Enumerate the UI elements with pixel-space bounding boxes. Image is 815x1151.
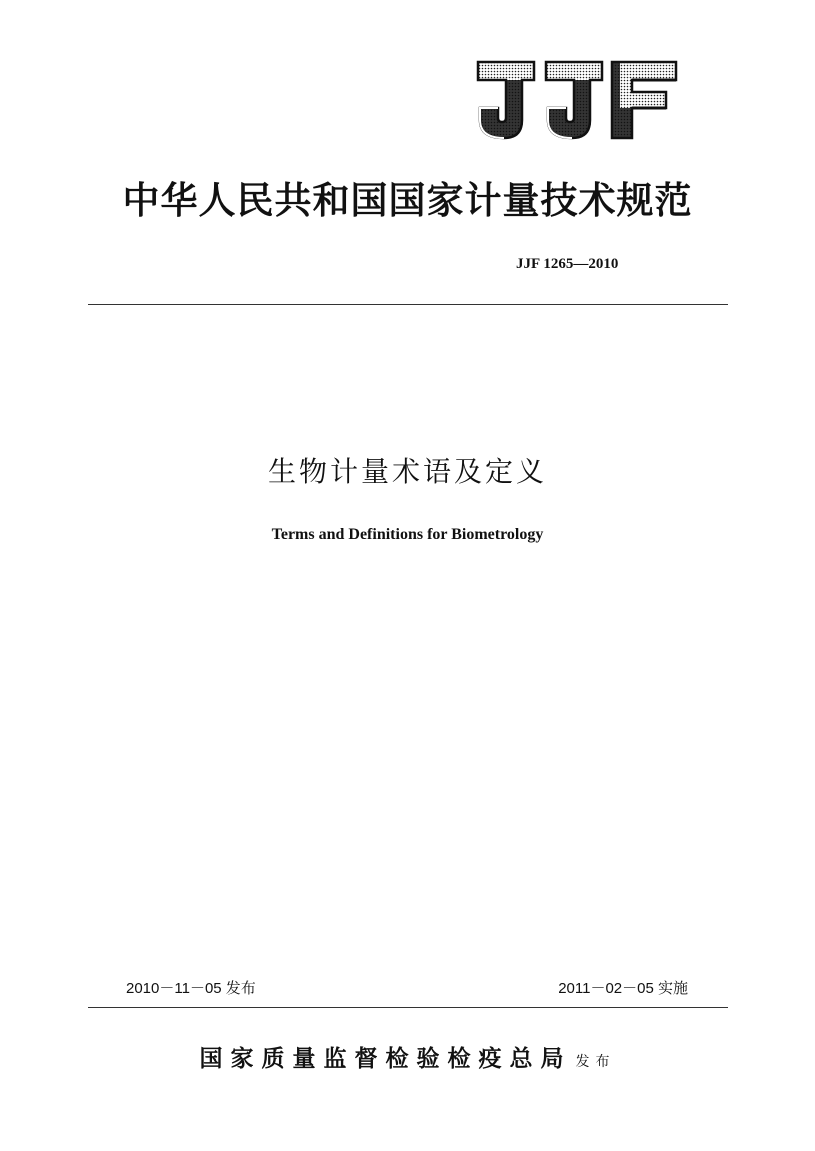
bottom-divider xyxy=(88,1007,728,1008)
logo-letter-j-second xyxy=(546,62,602,138)
standard-code: JJF 1265—2010 xyxy=(516,256,619,272)
publisher-line xyxy=(0,1040,815,1073)
standard-series-title: 中华人民共和国国家计量技术规范 xyxy=(122,179,693,222)
document-title: 生物计量术语及定义 xyxy=(267,455,547,488)
logo-letter-f xyxy=(612,62,676,138)
logo-letter-j-first xyxy=(478,62,534,138)
effective-date: 2011－02－05 实施 xyxy=(558,980,688,997)
document-subtitle: Terms and Definitions for Biometrology xyxy=(271,526,544,543)
jjf-logo xyxy=(472,58,680,144)
top-divider xyxy=(88,304,728,305)
publisher-name: 国家质量监督检验检疫总局 xyxy=(199,1045,572,1072)
jjf-logo-graphic xyxy=(472,58,680,144)
publisher-suffix: 发布 xyxy=(575,1054,616,1070)
issue-date: 2010－11－05 发布 xyxy=(126,980,256,997)
